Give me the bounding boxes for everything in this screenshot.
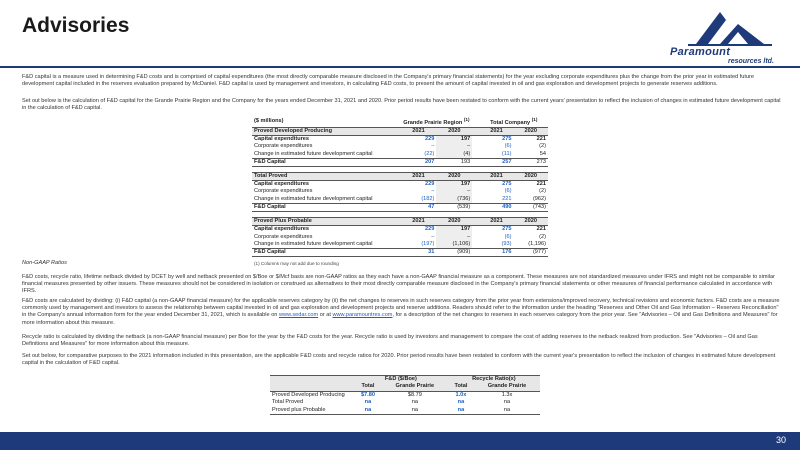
table-row: [252, 136, 548, 144]
cell-value: (2): [539, 233, 546, 240]
row-label: Capital expenditures: [254, 226, 310, 233]
cell-value: (736): [436, 196, 472, 204]
cell-value: 275: [502, 226, 512, 233]
heading-non-gaap-ratios: Non-GAAP Ratios: [22, 260, 67, 266]
cell-value: 273: [513, 158, 548, 166]
section-header-row: [252, 173, 548, 181]
table-row: [252, 188, 548, 195]
group-header-recycle: Recycle Ratio(x): [448, 376, 540, 384]
cell-value: $7.80: [360, 391, 375, 398]
group-header-total-company: Total Company $^{(1)}$: [480, 116, 548, 128]
row-label: F&D Capital: [252, 248, 401, 256]
cell-value: 197: [436, 226, 472, 234]
header-rule: [0, 66, 800, 68]
row-label: Change in estimated future development capital: [254, 150, 373, 157]
cell-value: 275: [502, 136, 512, 143]
year-header: 2021: [480, 128, 514, 136]
cell-value: na: [457, 399, 465, 406]
paragraph-fd-capital: F&D capital is a measure used in determining F&D costs and is comprised of capital expenditures (the most directly comparable measure disclosed in the Company's primary financial statements) for the year excluding corporate expenditures plus the change from the prior year in estimated future development capital included in the reserves evaluation prepared by McDaniel. F&D capital is used by management and investors, in calculating F&D costs, to present the amount of capital invested in oil and gas exploration and development projects to generate reserves additions.: [22, 74, 755, 88]
paragraph-comparative: Set out below, for comparative purposes to the 2021 information included in this presentation, are the applicable F&D costs and recycle ratios for 2020. Prior period results have been restated to conform with the current year's presentation to reflect the inclusion of changes in estimated future development capital in the calculation of F&D capital.: [22, 353, 776, 367]
cell-value: na: [474, 407, 540, 415]
cell-value: 221: [536, 226, 546, 233]
year-header: 2020: [436, 128, 472, 136]
total-row: [252, 158, 548, 166]
cell-value: (4): [436, 151, 472, 159]
year-header: 2020: [513, 173, 548, 181]
cell-value: 54: [539, 150, 546, 157]
footer-bar: [0, 432, 800, 450]
cell-value: 275: [502, 181, 512, 188]
cell-value: na: [503, 399, 511, 406]
cell-value: 221: [536, 136, 546, 143]
link-paramountres[interactable]: www.paramountres.com: [332, 312, 393, 319]
col-header: Grande Prairie: [474, 383, 540, 391]
cell-value: (93): [501, 240, 512, 247]
row-label: F&D Capital: [252, 158, 401, 166]
row-label: Change in estimated future development capital: [254, 240, 373, 247]
unit-label: ($ millions): [252, 116, 401, 128]
table-row: [252, 196, 548, 204]
cell-value: na: [448, 407, 474, 415]
cell-value: 31: [401, 248, 437, 256]
cell-value: 229: [425, 226, 435, 233]
cell-value: (6): [504, 188, 512, 195]
col-header: Total: [354, 383, 382, 391]
row-label: Proved Developed Producing: [272, 391, 345, 398]
section-name: Total Proved: [252, 173, 401, 181]
section-header-row: [252, 218, 548, 226]
cell-value: –: [431, 143, 435, 150]
cell-value: (197): [421, 240, 435, 247]
cell-value: (977): [513, 248, 548, 256]
cell-value: –: [436, 188, 472, 195]
paragraph-calculation-intro: Set out below is the calculation of F&D capital for the Grande Prairie Region and the Company for the years ended December 31, 2021 and 2020. Prior period results have been restated to conform with the current years' presentation to reflect the inclusion of changes in estimated future development capital in the calculation of F&D capital.: [22, 98, 781, 112]
col-header: Total: [448, 383, 474, 391]
total-row: [252, 203, 548, 211]
table-row: [252, 241, 548, 249]
cell-value: (539): [436, 203, 472, 211]
cell-value: 229: [425, 181, 435, 188]
cell-value: 221: [536, 181, 546, 188]
group-header-fd: F&D ($/Boe): [354, 376, 448, 384]
cell-value: 1.0x: [455, 391, 467, 398]
paragraph-non-gaap: F&D costs, recycle ratio, lifetime netback divided by DCET by well and netback presented on $/Boe or $/Mcf basis are non-GAAP ratios as they each have a non-GAAP financial measure as a component. These measures are not standardized measures under IFRS and might not be comparable to similar financial measures presented by other issuers. These measures should not be considered in isolation or construed as alternatives to their most directly comparable measure disclosed in the Company's primary financial statements or other measures of financial performance calculated in accordance with IFRS.: [22, 274, 775, 295]
year-header: 2021: [480, 218, 514, 226]
row-label: Proved plus Probable: [270, 407, 354, 415]
cell-value: (22): [424, 150, 435, 157]
cell-value: 197: [436, 181, 472, 189]
cell-value: (182): [421, 195, 435, 202]
cell-value: na: [354, 407, 382, 415]
row-label: Corporate expenditures: [254, 143, 313, 150]
table-row: [252, 226, 548, 234]
year-header: 2021: [401, 128, 437, 136]
paragraph-fd-costs: F&D costs are calculated by dividing: (i) F&D capital (a non-GAAP financial measure) for the applicable reserves category by (ii) the net changes to reserves in such reserves category from the prior year from extensions/improved recovery, technical revisions and economic factors. F&D costs are a measure commonly used by management and investors to assess the relationship between capital invested in oil and gas exploration and development projects and reserve additions. Readers should refer to the information under the heading "Reserves and Other Oil and Gas Information – Reserves Reconciliation" in the Company's annual information form for the year ended December 31, 2021, which is available on www.sedar.com or at www.paramountres.com, for a description of the net changes to reserves in each reserves category from the prior year. See "Advisories – Oil and Gas Definitions and Measures" for more information about this measure.: [22, 298, 780, 326]
row-label: Corporate expenditures: [254, 233, 313, 240]
table-row: [252, 234, 548, 241]
cell-value: 47: [401, 203, 437, 211]
row-label: F&D Capital: [252, 203, 401, 211]
year-header: 2021: [401, 218, 437, 226]
cell-value: (2): [539, 188, 546, 195]
year-header: 2020: [513, 218, 548, 226]
fd-capital-table-body: [252, 128, 548, 268]
row-label: Corporate expenditures: [254, 188, 313, 195]
cell-value: –: [436, 234, 472, 241]
table-row: [270, 391, 540, 399]
cell-value: –: [431, 233, 435, 240]
section-name: Proved Plus Probable: [252, 218, 401, 226]
cell-value: (1,196): [528, 240, 546, 247]
logo-subtitle: resources ltd.: [728, 58, 774, 65]
year-header: 2020: [436, 173, 472, 181]
cell-value: (743): [513, 203, 548, 211]
cell-value: (1,106): [436, 241, 472, 249]
year-header: 2021: [401, 173, 437, 181]
cell-value: 221: [502, 195, 512, 202]
cell-value: –: [431, 188, 435, 195]
cell-value: 207: [401, 158, 437, 166]
table-row: [252, 181, 548, 189]
cell-value: na: [411, 399, 418, 406]
cell-value: 176: [480, 248, 514, 256]
row-label: Capital expenditures: [254, 181, 310, 188]
cell-value: (11): [501, 150, 512, 157]
cell-value: na: [364, 399, 372, 406]
table-row: [252, 151, 548, 159]
cell-value: 229: [425, 136, 435, 143]
row-label: Total Proved: [272, 399, 304, 406]
table-footnote: (1) Columns may not add due to rounding: [254, 261, 339, 267]
table-row: [270, 407, 540, 415]
page-number: 30: [775, 435, 786, 445]
fd-recycle-table-body: [270, 391, 540, 414]
fd-capital-table: [252, 116, 548, 267]
cell-value: 197: [436, 136, 472, 144]
logo-name: Paramount: [670, 46, 731, 58]
fd-recycle-table: [270, 375, 540, 415]
section-header-row: [252, 128, 548, 136]
cell-value: (6): [504, 233, 512, 240]
year-header: 2020: [436, 218, 472, 226]
mountain-logo-icon: [668, 6, 792, 48]
paragraph-recycle-ratio: Recycle ratio is calculated by dividing the netback (a non-GAAP financial measure) per Boe for the year by the F&D costs for the year. Recycle ratio is used by investors and management to compare the cost of adding reserves to the netback realized from production. See "Advisories – Oil and Gas Definitions and Measures" for more information about this measure.: [22, 334, 758, 348]
page-title: Advisories: [22, 14, 130, 37]
table-row: [270, 399, 540, 406]
table-row: [252, 143, 548, 150]
year-header: 2020: [513, 128, 548, 136]
cell-value: $8.79: [407, 391, 422, 398]
cell-value: (2): [539, 143, 546, 150]
cell-value: na: [382, 407, 448, 415]
company-logo: [668, 6, 792, 66]
row-label: Capital expenditures: [254, 136, 310, 143]
link-sedar[interactable]: www.sedar.com: [278, 312, 319, 319]
total-row: [252, 248, 548, 256]
cell-value: (909): [436, 248, 472, 256]
group-header-grande-prairie: Grande Prairie Region $^{(1)}$: [401, 116, 473, 128]
cell-value: 490: [480, 203, 514, 211]
cell-value: –: [436, 143, 472, 150]
cell-value: 1.3x: [501, 391, 513, 398]
year-header: 2021: [480, 173, 514, 181]
cell-value: (6): [504, 143, 512, 150]
col-header: Grande Prairie: [382, 383, 448, 391]
cell-value: 193: [436, 158, 472, 166]
row-label: Change in estimated future development capital: [254, 195, 373, 202]
section-name: Proved Developed Producing: [252, 128, 401, 136]
cell-value: (962): [532, 195, 546, 202]
cell-value: 257: [480, 158, 514, 166]
